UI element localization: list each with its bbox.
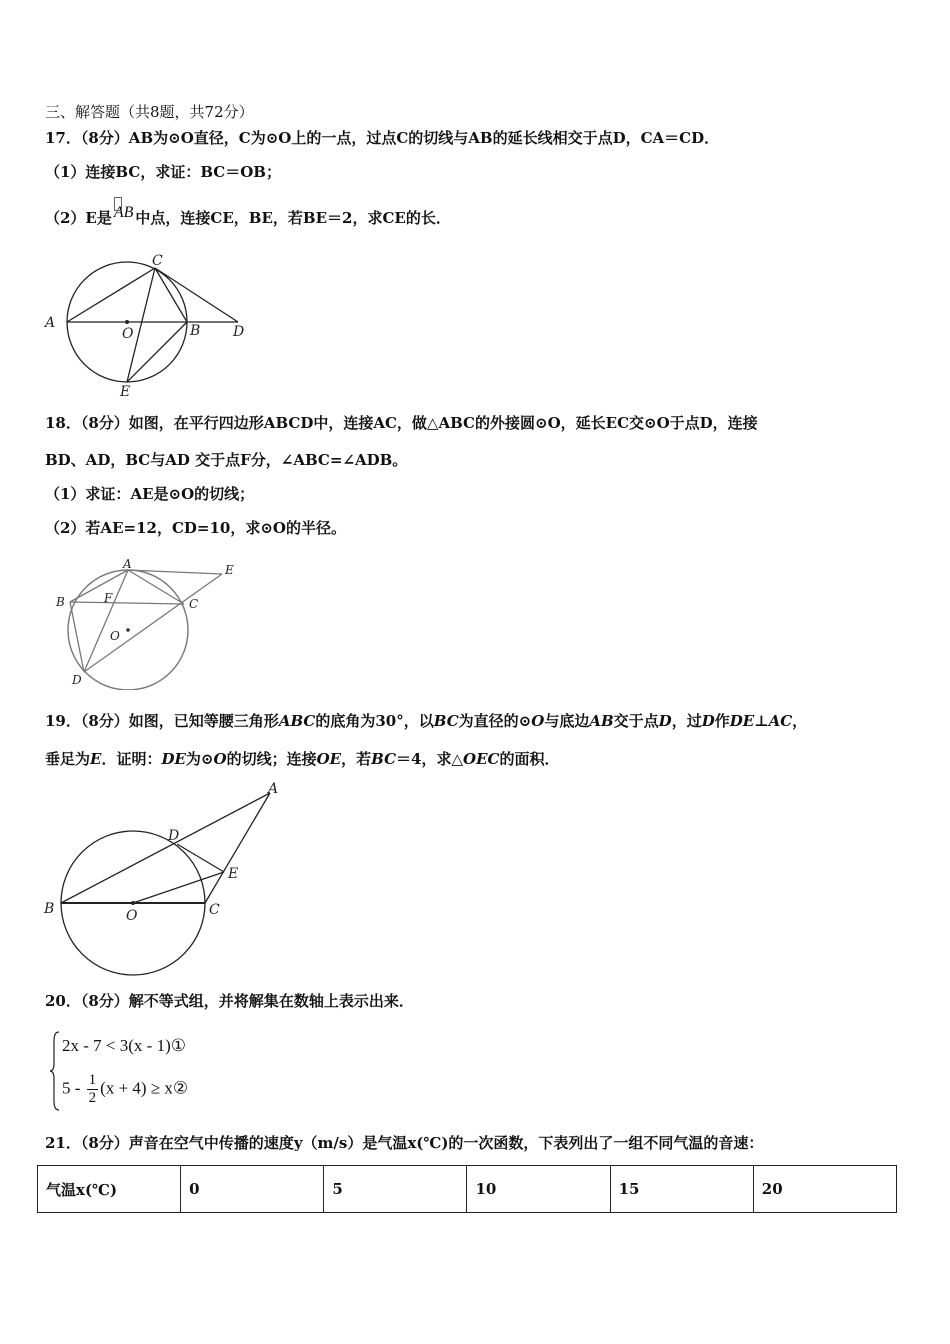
- q19-text: 的面积．: [499, 750, 560, 768]
- q17-label-a: A: [45, 315, 56, 331]
- q17-label-c: C: [152, 253, 163, 269]
- table-row: [38, 1166, 897, 1213]
- q18-label-o: O: [110, 629, 120, 643]
- q19-var: O: [213, 750, 227, 768]
- left-brace-icon: [48, 1030, 62, 1112]
- q19-text: ＝4，求△: [396, 750, 463, 768]
- q19-var: AC: [768, 712, 793, 730]
- q19-label-d: D: [168, 828, 180, 844]
- q19-line1: [45, 711, 807, 731]
- ineq2-post: (x + 4) ≥ x②: [100, 1078, 189, 1098]
- q19-text: 为⊙: [185, 750, 214, 768]
- q21-stem: 21．（8分）声音在空气中传播的速度y（m/s）是气温x(℃)的一次函数，下表列出了一组不同气温的音速：: [45, 1134, 764, 1152]
- q17-label-b: B: [190, 323, 201, 339]
- inequality-1: 2x - 7 < 3(x - 1)①: [62, 1036, 186, 1055]
- q19-var: OEC: [463, 750, 500, 768]
- q19-text: ．证明：: [101, 750, 162, 768]
- frac-den: 2: [88, 1090, 97, 1106]
- q18-label-f: F: [104, 591, 113, 605]
- ineq2-pre: 5 -: [62, 1078, 81, 1098]
- temperature-table: [37, 1165, 897, 1213]
- table-cell: 5: [324, 1166, 467, 1213]
- q17-stem: 17．（8分）AB为⊙O直径，C为⊙O上的一点，过点C的切线与AB的延长线相交于点D，CA＝CD．: [45, 129, 720, 147]
- arc-ab-label: AB: [113, 204, 134, 221]
- q19-text: ，过: [671, 712, 702, 730]
- q19-var: BC: [371, 750, 397, 768]
- q19-text: 为直径的⊙: [458, 712, 532, 730]
- q19-text: 与底边: [544, 712, 590, 730]
- q18-part1: （1）求证：AE是⊙O的切线；: [45, 485, 255, 503]
- q17-part2-pre: （2）E是: [45, 209, 112, 227]
- q18-figure: [50, 558, 250, 690]
- q19-var: DE: [729, 712, 755, 730]
- q17-part2: [45, 204, 451, 229]
- q19-var: AB: [589, 712, 614, 730]
- table-cell: 0: [181, 1166, 324, 1213]
- q19-text: ，: [792, 712, 808, 730]
- q19-text: ⊥: [754, 712, 769, 730]
- q19-var: BC: [433, 712, 459, 730]
- q17-label-e: E: [120, 384, 131, 400]
- q18-label-d: D: [72, 673, 82, 687]
- q17-label-d: D: [233, 324, 245, 340]
- q19-var: OE: [316, 750, 342, 768]
- q19-var: ABC: [278, 712, 316, 730]
- q19-figure: [38, 780, 288, 980]
- q19-line2: [45, 749, 559, 769]
- q19-text: 作: [714, 712, 730, 730]
- q19-var: DE: [161, 750, 186, 768]
- q19-var: D: [701, 712, 715, 730]
- q18-label-c: C: [189, 597, 199, 611]
- q18-part2: （2）若AE=12，CD=10，求⊙O的半径。: [45, 519, 346, 537]
- q18-line2: BD、AD，BC与AD 交于点F分，∠ABC=∠ADB。: [45, 451, 408, 469]
- q19-text: 垂足为: [45, 750, 91, 768]
- section-title: 三、解答题（共8题，共72分）: [45, 103, 254, 121]
- q17-part2-post: 中点，连接CE，BE，若BE＝2，求CE的长．: [135, 209, 451, 227]
- q19-var: E: [90, 750, 102, 768]
- q18-label-a: A: [123, 558, 132, 571]
- q17-part1: （1）连接BC，求证：BC＝OB；: [45, 163, 281, 181]
- table-cell: 20: [753, 1166, 896, 1213]
- table-cell: 15: [610, 1166, 753, 1213]
- fraction-half: [87, 1072, 99, 1107]
- q18-line1: 18．（8分）如图，在平行四边形ABCD中，连接AC，做△ABC的外接圆⊙O，延长EC交⊙O于点D，连接: [45, 414, 758, 432]
- q19-text: 交于点: [613, 712, 659, 730]
- q20-stem: 20．（8分）解不等式组，并将解集在数轴上表示出来．: [45, 992, 414, 1010]
- q19-text: 的切线；连接: [226, 750, 317, 768]
- q17-label-o: O: [122, 326, 134, 342]
- q19-text: 19．（8分）如图，已知等腰三角形: [45, 712, 279, 730]
- arc-ab-symbol: [114, 203, 134, 223]
- table-cell: 10: [467, 1166, 610, 1213]
- q19-label-o: O: [126, 908, 138, 924]
- frac-num: 1: [88, 1072, 97, 1088]
- q19-var: D: [658, 712, 672, 730]
- arc-placeholder-icon: [114, 197, 122, 211]
- q19-var: O: [531, 712, 545, 730]
- q17-figure: [40, 250, 260, 400]
- q19-text: 的底角为30°，以: [315, 712, 434, 730]
- q19-label-c: C: [209, 902, 220, 918]
- table-header-cell: 气温x(℃): [38, 1166, 181, 1213]
- q20-inequality-system: [48, 1030, 238, 1112]
- q19-text: ，若: [341, 750, 372, 768]
- q19-label-b: B: [44, 901, 55, 917]
- inequality-2: [62, 1072, 188, 1107]
- q19-label-a: A: [268, 781, 279, 797]
- q18-label-b: B: [56, 595, 65, 609]
- q18-label-e: E: [225, 563, 234, 577]
- q19-label-e: E: [228, 866, 239, 882]
